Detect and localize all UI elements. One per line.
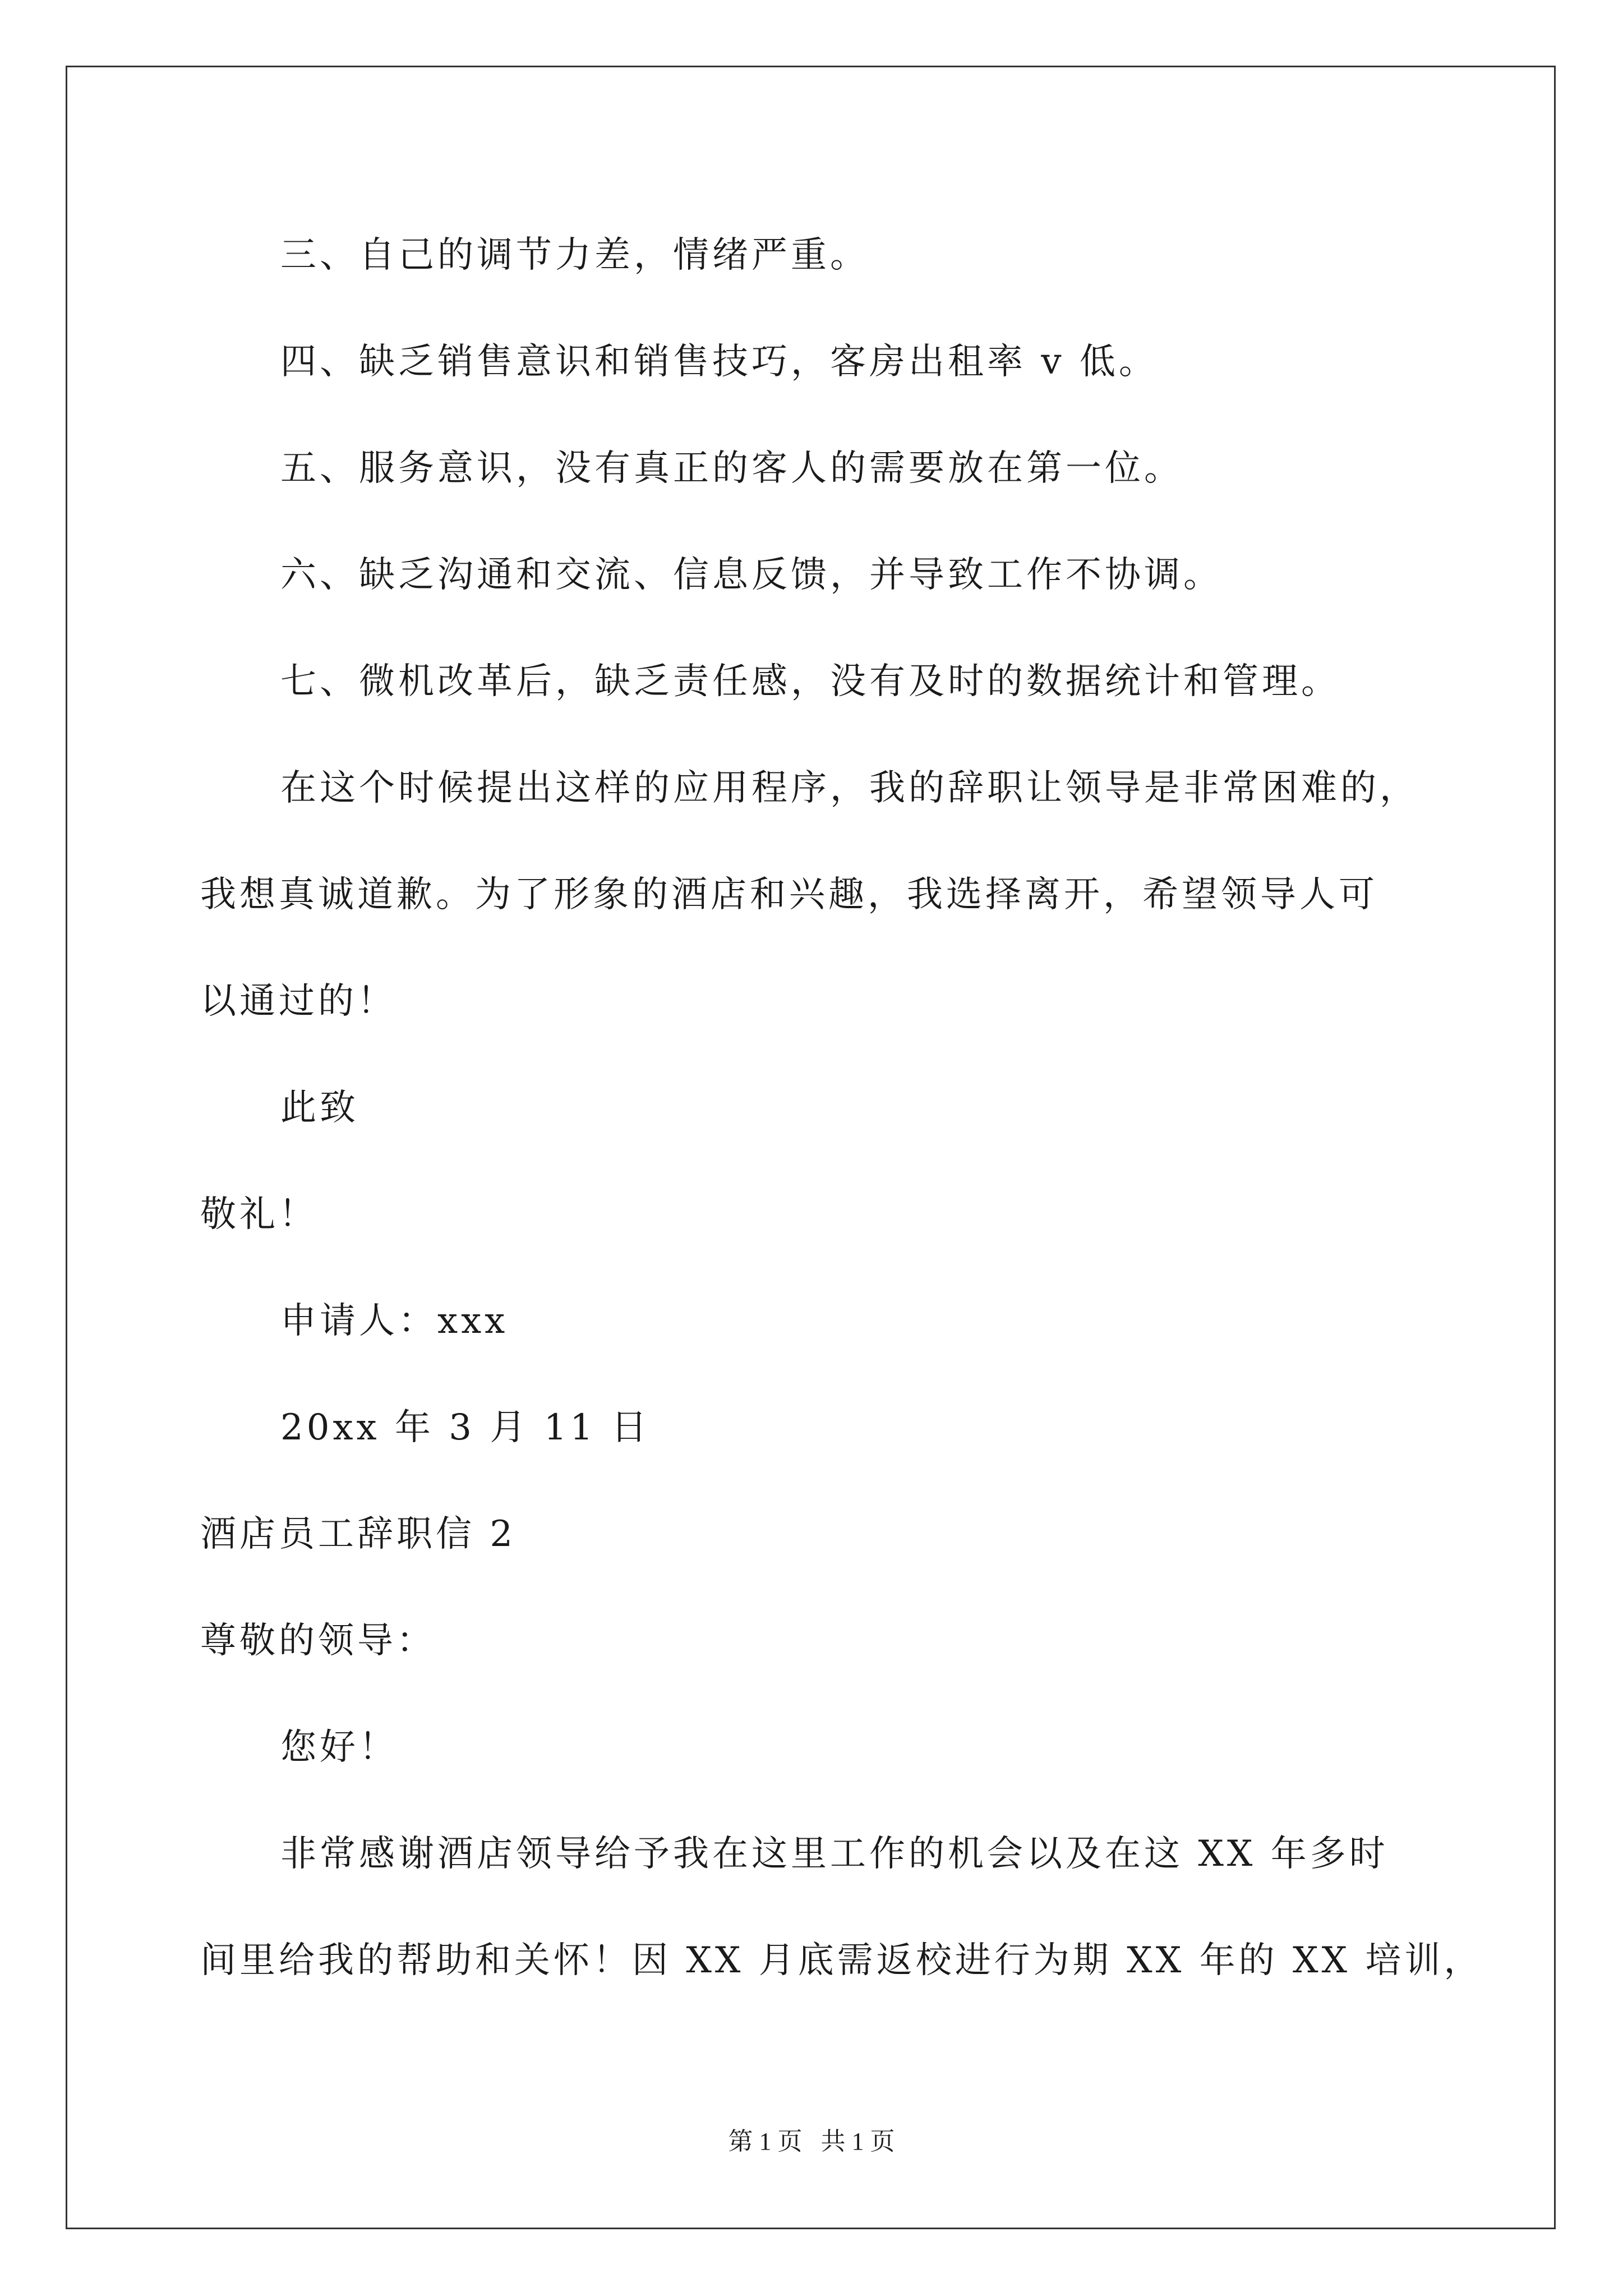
body-paragraph-line: 以通过的！: [200, 981, 396, 1022]
body-paragraph-line: 非常感谢酒店领导给予我在这里工作的机会以及在这 XX 年多时: [280, 1833, 1389, 1875]
list-item-4: 四、缺乏销售意识和销售技巧，客房出租率 v 低。: [280, 341, 1158, 383]
list-item-5: 五、服务意识，没有真正的客人的需要放在第一位。: [280, 448, 1183, 489]
page-border: [66, 66, 1556, 2229]
closing-regards: 敬礼！: [200, 1194, 318, 1235]
list-item-6: 六、缺乏沟通和交流、信息反馈，并导致工作不协调。: [280, 554, 1223, 596]
list-item-3: 三、自己的调节力差，情绪严重。: [280, 234, 869, 276]
page-footer: 第 1 页 共 1 页: [728, 2128, 895, 2155]
letter-greeting-recipient: 尊敬的领导：: [200, 1620, 436, 1662]
list-item-7: 七、微机改革后，缺乏责任感，没有及时的数据统计和管理。: [280, 661, 1340, 702]
signature-date: 20xx 年 3 月 11 日: [280, 1407, 651, 1448]
closing-salutation: 此致: [280, 1087, 359, 1129]
section-title: 酒店员工辞职信 2: [200, 1513, 517, 1555]
body-paragraph-line: 在这个时候提出这样的应用程序，我的辞职让领导是非常困难的，: [280, 767, 1419, 809]
letter-greeting: 您好！: [280, 1727, 398, 1768]
body-paragraph-line: 间里给我的帮助和关怀！因 XX 月底需返校进行为期 XX 年的 XX 培训，: [200, 1940, 1483, 1981]
body-paragraph-line: 我想真诚道歉。为了形象的酒店和兴趣，我选择离开，希望领导人可: [200, 874, 1378, 915]
signature-applicant: 申请人：xxx: [280, 1300, 509, 1342]
